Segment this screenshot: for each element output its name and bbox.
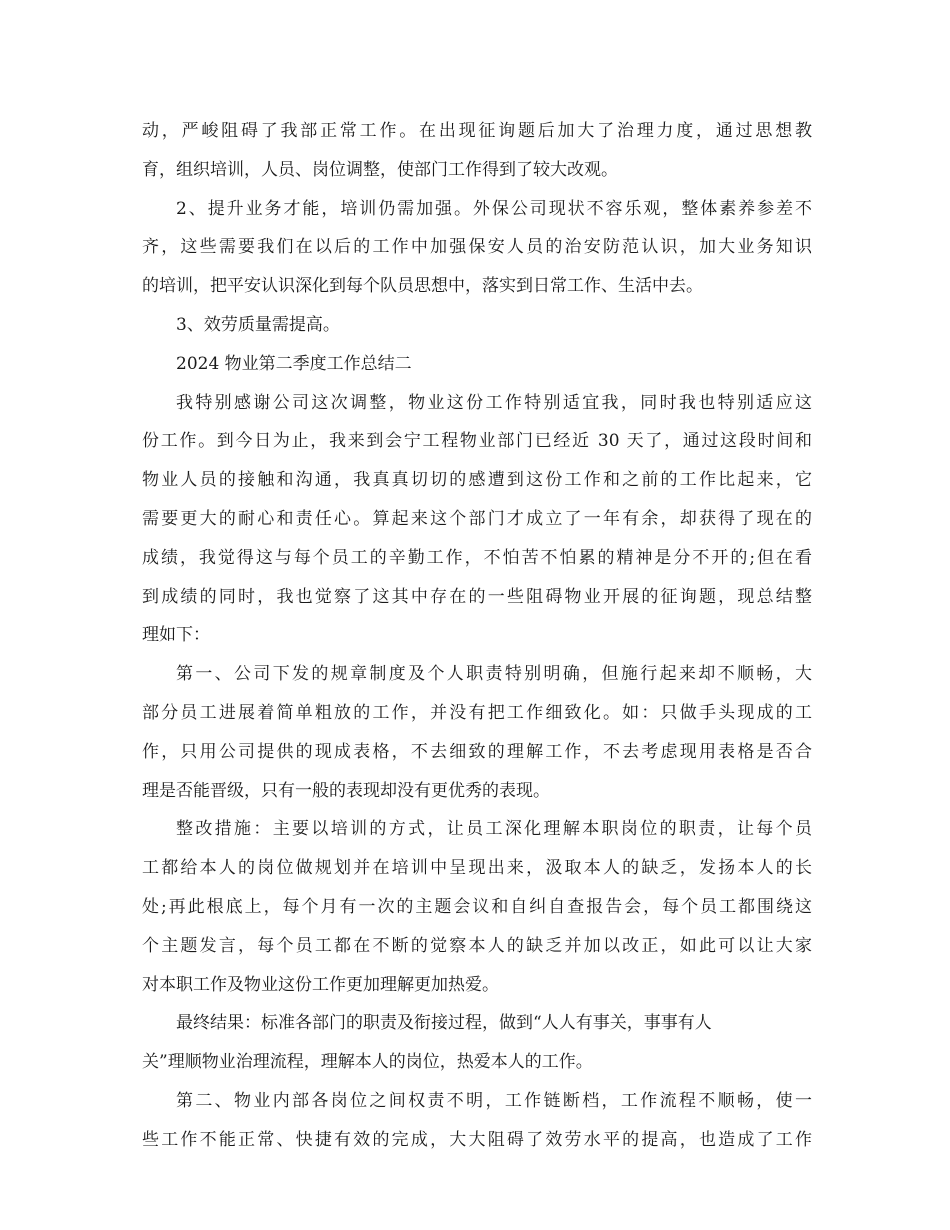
text-line: 2024 物业第二季度工作总结二 bbox=[176, 353, 412, 374]
text-line: 理是否能晋级，只有一般的表现却没有更优秀的表现。 bbox=[142, 780, 550, 801]
text-line: 部分员工进展着简单粗放的工作，并没有把工作细致化。如：只做手头现成的工 bbox=[142, 702, 812, 723]
text-line: 处;再此根底上，每个月有一次的主题会议和自纠自查报告会，每个员工都围绕这 bbox=[142, 896, 812, 917]
text-line: 作，只用公司提供的现成表格，不去细致的理解工作，不去考虑现用表格是否合 bbox=[142, 741, 812, 762]
text-line: 到成绩的同时，我也觉察了这其中存在的一些阻碍物业开展的征询题，现总结整 bbox=[142, 586, 812, 607]
text-line: 物业人员的接触和沟通，我真真切切的感遭到这份工作和之前的工作比起来，它 bbox=[142, 470, 812, 491]
text-line: 理如下： bbox=[142, 625, 210, 646]
text-line: 2、提升业务才能，培训仍需加强。外保公司现状不容乐观，整体素养参差不 bbox=[176, 198, 812, 219]
text-line: 工都给本人的岗位做规划并在培训中呈现出来，汲取本人的缺乏，发扬本人的长 bbox=[142, 858, 812, 879]
text-line: 整改措施：主要以培训的方式，让员工深化理解本职岗位的职责，让每个员 bbox=[176, 819, 812, 840]
text-line: 育，组织培训，人员、岗位调整，使部门工作得到了较大改观。 bbox=[142, 159, 618, 180]
text-line: 动，严峻阻碍了我部正常工作。在出现征询题后加大了治理力度，通过思想教 bbox=[142, 121, 812, 141]
text-line: 齐，这些需要我们在以后的工作中加强保安人员的治安防范认识，加大业务知识 bbox=[142, 237, 812, 258]
text-line: 第一、公司下发的规章制度及个人职责特别明确，但施行起来却不顺畅，大 bbox=[176, 664, 812, 685]
text-line: 成绩，我觉得这与每个员工的辛勤工作，不怕苦不怕累的精神是分不开的;但在看 bbox=[142, 547, 812, 568]
text-line: 我特别感谢公司这次调整，物业这份工作特别适宜我，同时我也特别适应这 bbox=[176, 392, 812, 413]
text-line: 需要更大的耐心和责任心。算起来这个部门才成立了一年有余，却获得了现在的 bbox=[142, 508, 812, 529]
text-line: 个主题发言，每个员工都在不断的觉察本人的缺乏并加以改正，如此可以让大家 bbox=[142, 935, 812, 956]
text-line: 关”理顺物业治理流程，理解本人的岗位，热爱本人的工作。 bbox=[142, 1052, 593, 1073]
text-line: 些工作不能正常、快捷有效的完成，大大阻碍了效劳水平的提高，也造成了工作 bbox=[142, 1129, 812, 1150]
text-line: 对本职工作及物业这份工作更加理解更加热爱。 bbox=[142, 974, 499, 995]
document-body bbox=[142, 112, 812, 1160]
text-line: 第二、物业内部各岗位之间权责不明，工作链断档，工作流程不顺畅，使一 bbox=[176, 1090, 812, 1111]
text-line: 3、效劳质量需提高。 bbox=[176, 314, 340, 335]
text-line: 份工作。到今日为止，我来到会宁工程物业部门已经近 30 天了，通过这段时间和 bbox=[142, 431, 812, 452]
text-line: 的培训，把平安认识深化到每个队员思想中，落实到日常工作、生活中去。 bbox=[142, 276, 703, 297]
text-line: 最终结果：标准各部门的职责及衔接过程，做到“人人有事关，事事有人 bbox=[176, 1013, 712, 1034]
